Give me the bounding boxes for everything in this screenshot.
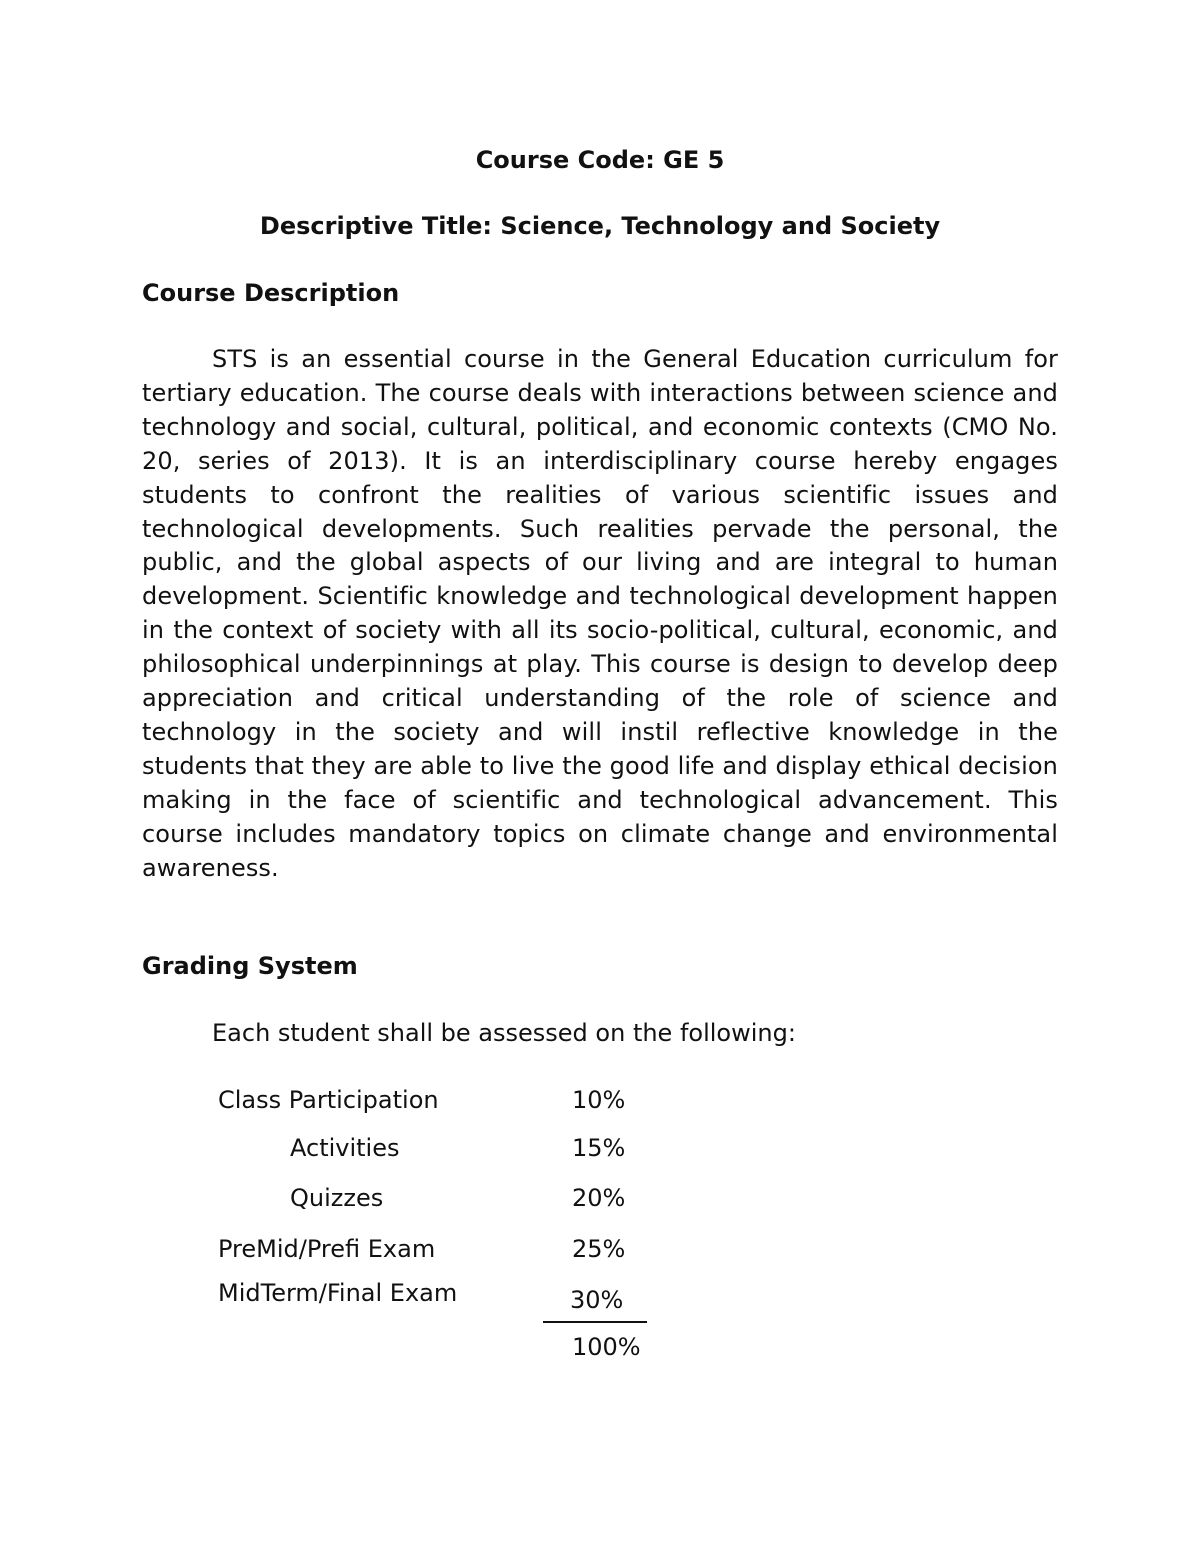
grading-item-label: MidTerm/Final Exam xyxy=(218,1279,458,1307)
grading-item-value: 25% xyxy=(572,1235,626,1263)
course-code: Course Code: GE 5 xyxy=(475,146,725,174)
grading-item-label: Activities xyxy=(290,1134,400,1162)
grading-item-value: 20% xyxy=(572,1184,626,1212)
course-description-heading: Course Description xyxy=(142,279,400,307)
total-underline xyxy=(543,1321,647,1323)
descriptive-title: Descriptive Title: Science, Technology and Society xyxy=(259,212,941,240)
grading-system-heading: Grading System xyxy=(142,952,358,980)
grading-item-label: PreMid/Prefi Exam xyxy=(218,1235,436,1263)
grading-total: 100% xyxy=(572,1333,641,1361)
grading-item-value: 15% xyxy=(572,1134,626,1162)
grading-item-label: Quizzes xyxy=(290,1184,384,1212)
course-description-body: STS is an essential course in the General Education curriculum for tertiary education. The course deals with interactions between science and technology and social, cultural, political, and economic contexts (CMO No. 20, series of 2013). It is an interdisciplinary course hereby engages students to confront the realities of various scientific issues and technological developments. Such realities pervade the personal, the public, and the global aspects of our living and are integral to human development. Scientific knowledge and technological development happen in the context of society with all its socio-political, cultural, economic, and philosophical underpinnings at play. This course is design to develop deep appreciation and critical understanding of the role of science and technology in the society and will instil reflective knowledge in the students that they are able to live the good life and display ethical decision making in the face of scientific and technological advancement. This course includes mandatory topics on climate change and environmental awareness. xyxy=(142,345,1058,882)
grading-item-value: 30% xyxy=(570,1286,624,1314)
grading-item-value: 10% xyxy=(572,1086,626,1114)
grading-item-label: Class Participation xyxy=(218,1086,439,1114)
grading-intro: Each student shall be assessed on the following: xyxy=(212,1019,796,1047)
